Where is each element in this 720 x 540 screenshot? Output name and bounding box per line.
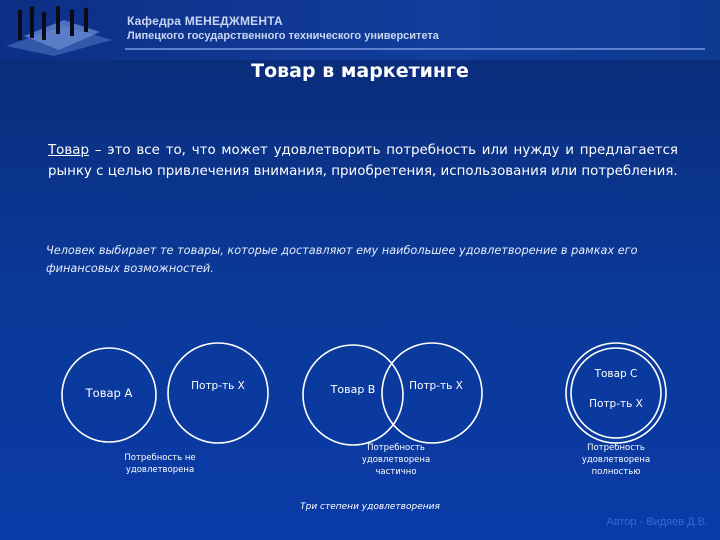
author-credit: Автор - Видяев Д.В.	[606, 516, 708, 528]
circle-need-b	[382, 343, 482, 443]
definition-term: Товар	[48, 143, 89, 158]
university-name: Липецкого государственного технического университета	[127, 30, 439, 42]
caption-a: Потребность не удовлетворена	[124, 453, 196, 475]
circle-need-c	[571, 348, 661, 438]
label-product-b: Товар В	[330, 383, 376, 396]
department-name: Кафедра МЕНЕДЖМЕНТА	[127, 14, 283, 28]
circle-product-c	[566, 343, 666, 443]
definition-text: – это все то, что может удовлетворить потребность или нужду и предлагается рынку с целью привлечения внимания, приобретения, использования или потребления.	[48, 143, 678, 179]
label-need-b: Потр-ть Х	[409, 380, 463, 392]
label-need-c: Потр-ть Х	[589, 398, 643, 410]
label-need-a: Потр-ть Х	[191, 380, 245, 392]
slide-title: Товар в маркетинге	[251, 60, 469, 82]
caption-b: Потребность удовлетворена частично	[361, 443, 431, 477]
circle-need-a	[168, 343, 268, 443]
label-product-c: Товар С	[594, 368, 638, 380]
label-product-a: Товар А	[85, 386, 133, 400]
caption-c: Потребность удовлетворена полностью	[581, 443, 651, 477]
diagram-footer: Три степени удовлетворения	[300, 502, 440, 512]
note-paragraph: Человек выбирает те товары, которые доставляют ему наибольшее удовлетворение в рамках его финансовых возможностей.	[46, 244, 638, 275]
